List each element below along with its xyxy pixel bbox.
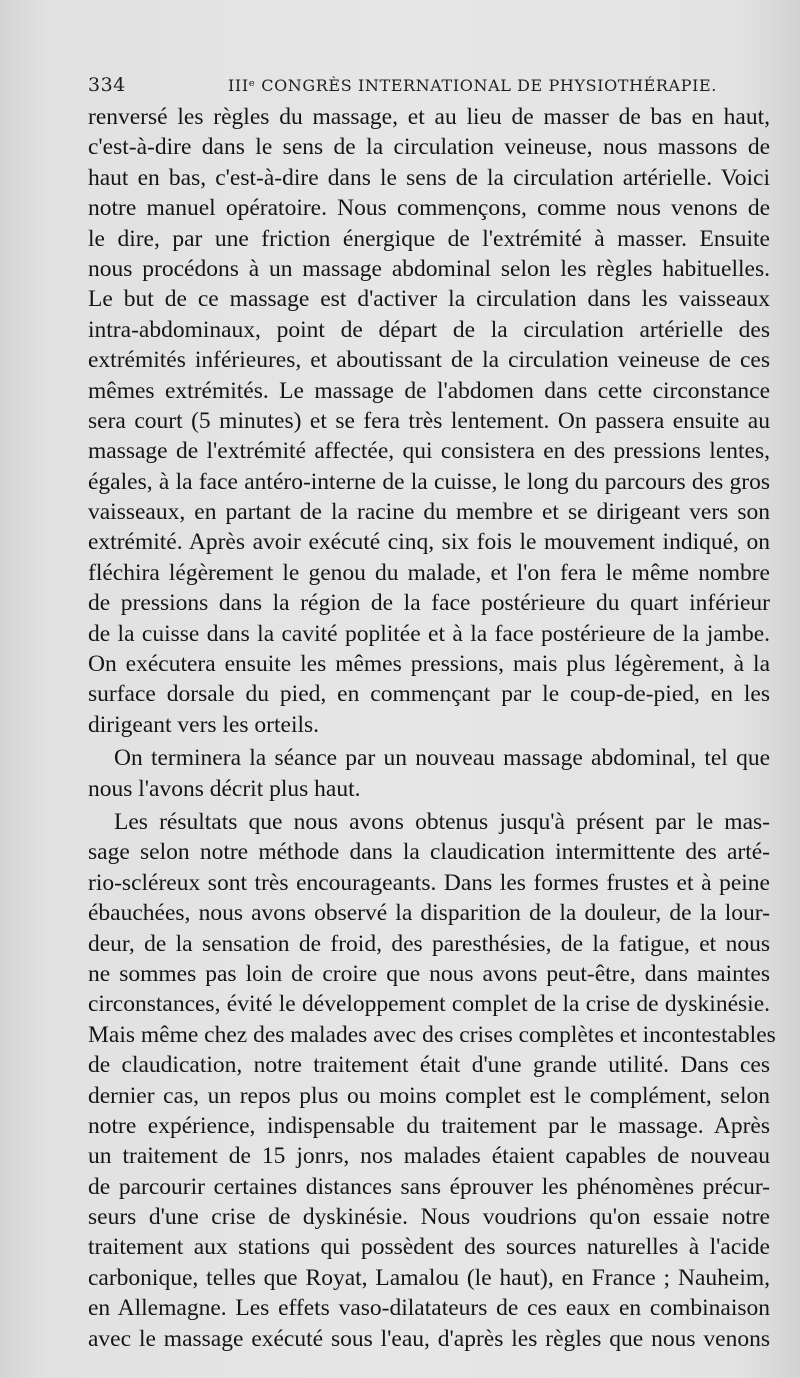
body-text bbox=[88, 102, 776, 1354]
text-line: de pressions dans la région de la face postérieure du quart inférieur bbox=[88, 590, 770, 617]
text-line: égales, à la face antéro-interne de la cuisse, le long du parcours des gros bbox=[88, 468, 770, 495]
text-line: Mais même chez des malades avec des crises complètes et incontestables bbox=[88, 1021, 776, 1048]
text-line: vaisseaux, en partant de la racine du membre et se dirigeant vers son bbox=[88, 499, 770, 526]
text-line: carbonique, telles que Royat, Lamalou (le haut), en France ; Nauheim, bbox=[88, 1264, 770, 1291]
text-line: nous l'avons décrit plus haut. bbox=[88, 775, 361, 802]
text-line: surface dorsale du pied, en commençant par le coup-de-pied, en les bbox=[88, 681, 770, 708]
text-line: deur, de la sensation de froid, des paresthésies, de la fatigue, et nous bbox=[88, 930, 770, 957]
text-line: notre manuel opératoire. Nous commençons, comme nous venons de bbox=[88, 195, 770, 222]
text-line: extrémité. Après avoir exécuté cinq, six fois le mouvement indiqué, on bbox=[88, 529, 770, 556]
text-line: rio-scléreux sont très encourageants. Dans les formes frustes et à peine bbox=[88, 869, 770, 896]
text-line: renversé les règles du massage, et au lieu de masser de bas en haut, bbox=[88, 104, 770, 130]
text-line: fléchira légèrement le genou du malade, et l'on fera le même nombre bbox=[88, 559, 770, 586]
text-line: seurs d'une crise de dyskinésie. Nous voudrions qu'on essaie notre bbox=[88, 1204, 770, 1231]
text-line: avec le massage exécuté sous l'eau, d'après les règles que nous venons bbox=[88, 1325, 770, 1352]
paragraph-1 bbox=[88, 102, 770, 740]
text-line: ne sommes pas loin de croire que nous avons peut-être, dans maintes bbox=[88, 960, 770, 987]
running-title: IIIᵉ CONGRÈS INTERNATIONAL DE PHYSIOTHÉRAPIE. bbox=[228, 76, 717, 95]
text-line: c'est-à-dire dans le sens de la circulation veineuse, nous massons de bbox=[88, 134, 770, 161]
text-line: On exécutera ensuite les mêmes pressions, mais plus légèrement, à la bbox=[88, 651, 770, 678]
text-line: circonstances, évité le développement complet de la crise de dyskinésie. bbox=[88, 991, 770, 1018]
page-header bbox=[88, 70, 770, 98]
paragraph-2 bbox=[88, 743, 770, 804]
page-number: 334 bbox=[88, 74, 126, 96]
paragraph-3 bbox=[88, 807, 776, 1354]
text-line: ébauchées, nous avons observé la disparition de la douleur, de la lour- bbox=[88, 900, 770, 927]
text-line: dernier cas, un repos plus ou moins complet est le complément, selon bbox=[88, 1082, 770, 1109]
text-line: Les résultats que nous avons obtenus jusqu'à présent par le mas- bbox=[114, 808, 770, 835]
text-line: On terminera la séance par un nouveau massage abdominal, tel que bbox=[114, 745, 770, 772]
text-line: notre expérience, indispensable du traitement par le massage. Après bbox=[88, 1112, 770, 1139]
text-line: de claudication, notre traitement était d'une grande utilité. Dans ces bbox=[88, 1052, 770, 1079]
text-line: nous procédons à un massage abdominal selon les règles habituelles. bbox=[88, 255, 770, 282]
text-line: traitement aux stations qui possèdent des sources naturelles à l'acide bbox=[88, 1234, 770, 1261]
text-line: dirigeant vers les orteils. bbox=[88, 711, 320, 738]
text-line: extrémités inférieures, et aboutissant de la circulation veineuse de ces bbox=[88, 347, 770, 374]
text-line: un traitement de 15 jonrs, nos malades étaient capables de nouveau bbox=[88, 1143, 770, 1170]
text-line: en Allemagne. Les effets vaso-dilatateurs de ces eaux en combinaison bbox=[88, 1295, 770, 1322]
text-line: haut en bas, c'est-à-dire dans le sens de la circulation artérielle. Voici bbox=[88, 164, 770, 191]
text-line: mêmes extrémités. Le massage de l'abdomen dans cette circonstance bbox=[88, 377, 770, 404]
text-line: sera court (5 minutes) et se fera très lentement. On passera ensuite au bbox=[88, 407, 770, 434]
text-line: le dire, par une friction énergique de l'extrémité à masser. Ensuite bbox=[88, 225, 770, 252]
text-line: intra-abdominaux, point de départ de la circulation artérielle des bbox=[88, 316, 770, 343]
text-line: sage selon notre méthode dans la claudication intermittente des arté- bbox=[88, 839, 770, 866]
text-line: de parcourir certaines distances sans éprouver les phénomènes précur- bbox=[88, 1173, 770, 1200]
text-line: massage de l'extrémité affectée, qui consistera en des pressions lentes, bbox=[88, 438, 770, 465]
text-line: Le but de ce massage est d'activer la circulation dans les vaisseaux bbox=[88, 286, 770, 313]
text-line: de la cuisse dans la cavité poplitée et à la face postérieure de la jambe. bbox=[88, 620, 770, 647]
